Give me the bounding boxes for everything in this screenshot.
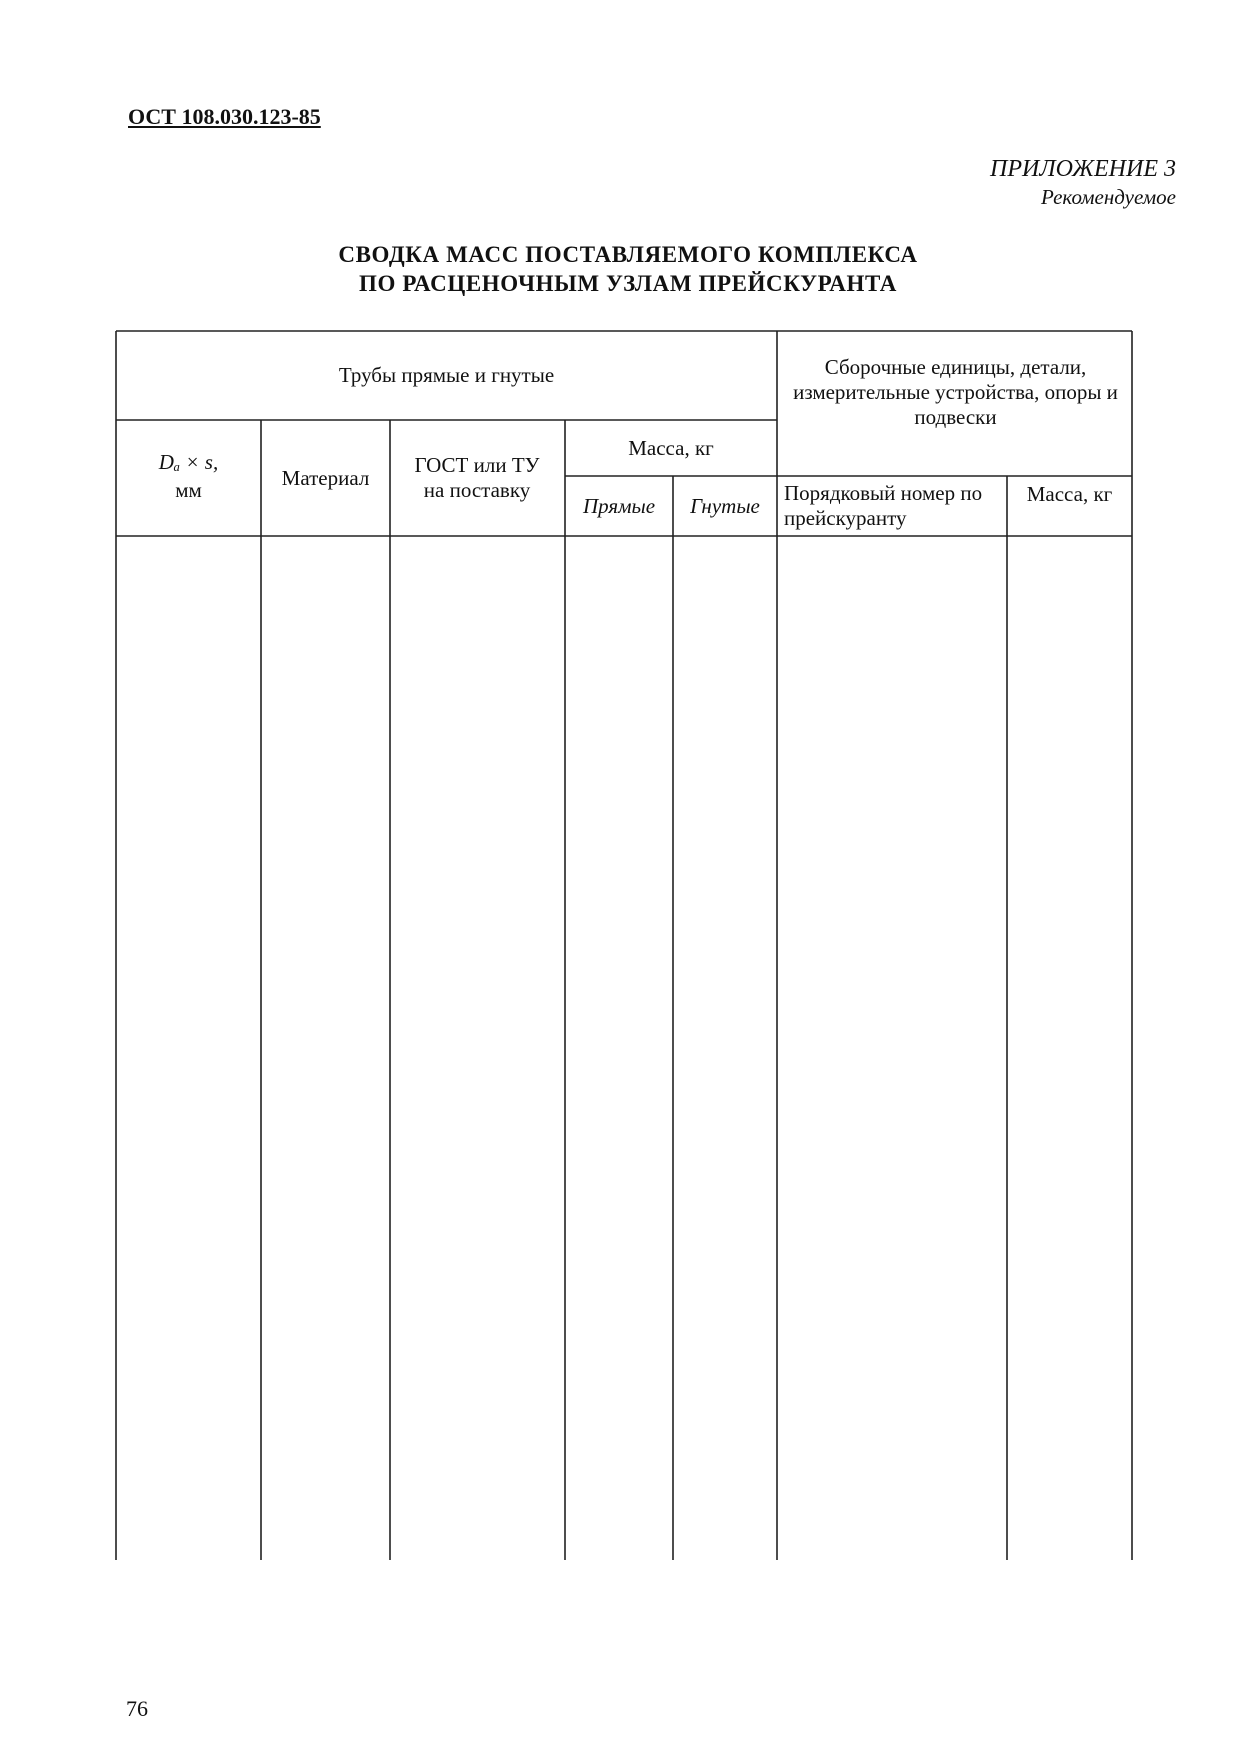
title-line-1: СВОДКА МАСС ПОСТАВЛЯЕМОГО КОМПЛЕКСА: [338, 242, 918, 267]
pipes-group-header: Трубы прямые и гнутые: [338, 363, 555, 387]
page-number: 76: [126, 1696, 148, 1721]
document-code: ОСТ 108.030.123-85: [128, 104, 321, 129]
appendix-number: ПРИЛОЖЕНИЕ 3: [990, 156, 1176, 182]
dimension-unit: мм: [175, 477, 202, 502]
assembly-mass-header: Масса, кг: [1026, 481, 1113, 506]
dimension-symbol: Dₐ × s,: [158, 449, 219, 474]
standard-header: ГОСТ или ТУ на поставку: [414, 453, 540, 502]
mass-bent-header: Гнутые: [690, 493, 760, 518]
appendix-status: Рекомендуемое: [1041, 185, 1176, 209]
title-line-2: ПО РАСЦЕНОЧНЫМ УЗЛАМ ПРЕЙСКУРАНТА: [359, 271, 897, 296]
price-number-header: Порядковый номер по прейскуранту: [784, 481, 983, 530]
material-header: Материал: [281, 465, 370, 490]
assemblies-group-header: Сборочные единицы, детали, измерительные устройства, опоры и подвески: [793, 355, 1118, 429]
dimension-header: [116, 448, 261, 476]
mass-header: Масса, кг: [628, 435, 714, 460]
mass-straight-header: Прямые: [582, 493, 656, 518]
